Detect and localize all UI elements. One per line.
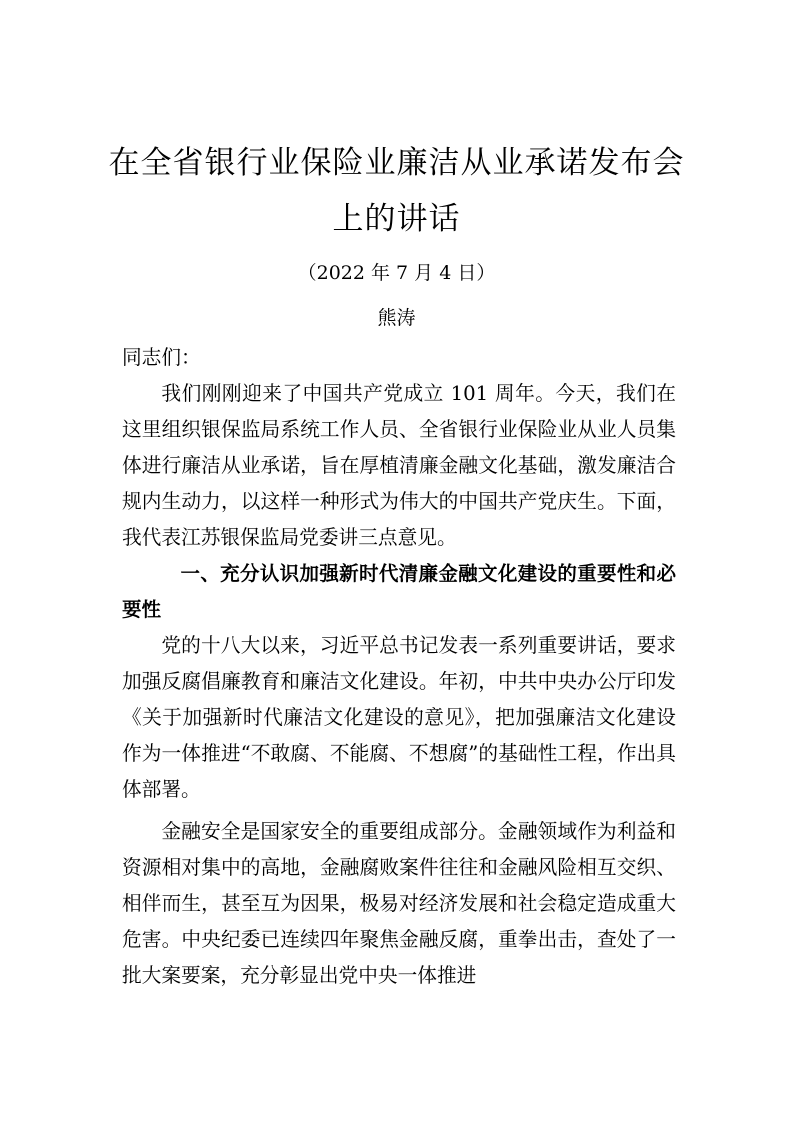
document-body [122,340,676,994]
section1-paragraph: 金融安全是国家安全的重要组成部分。金融领域作为利益和资源相对集中的高地，金融腐败案件往往和金融风险相互交织、相伴而生，甚至互为因果，极易对经济发展和社会稳定造成重大危害。中央纪委已连续四年聚焦金融反腐，重拳出击，查处了一批大案要案，充分彰显出党中央一体推进 [122,820,676,987]
intro-paragraph: 我们刚刚迎来了中国共产党成立 101 周年。今天，我们在这里组织银保监局系统工作人员、全省银行业保险业从业人员集体进行廉洁从业承诺，旨在厚植清廉金融文化基础，激发廉洁合规内生动力，以这样一种形式为伟大的中国共产党庆生。下面，我代表江苏银保监局党委讲三点意见。 [122,382,676,549]
greeting: 同志们： [122,346,201,369]
document-title-line-1: 在全省银行业保险业廉洁从业承诺发布会 [108,145,685,181]
document-title-line-2: 上的讲话 [332,201,461,237]
section-heading-1: 一、充分认识加强新时代清廉金融文化建设的重要性和必要性 [122,562,676,621]
speech-date: （2022 年 7 月 4 日） [297,262,496,284]
section1-paragraph: 党的十八大以来，习近平总书记发表一系列重要讲话，要求加强反腐倡廉教育和廉洁文化建设。年初，中共中央办公厅印发《关于加强新时代廉洁文化建设的意见》，把加强廉洁文化建设作为一体推进“不敢腐、不能腐、不想腐”的基础性工程，作出具体部署。 [122,634,676,801]
speech-author: 熊涛 [377,307,416,329]
